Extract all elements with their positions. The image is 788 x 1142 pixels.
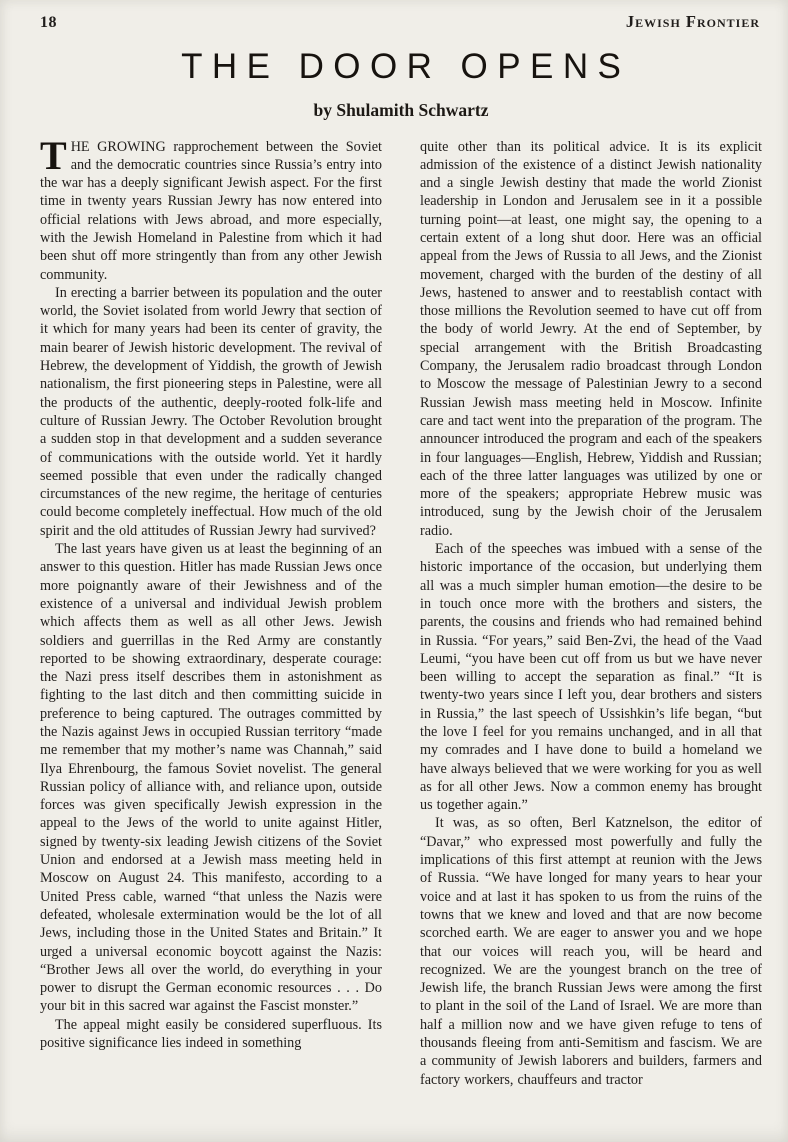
continuation-paragraph: quite other than its political advice. It is its explicit admission of the existence of a distinct Jewish nationality and a single Jewish destiny that made the world Zionist leadership in London and Jerusalem see in it a possible turning point—at least, one might say, the opening to a certain extent of a long shut door. Here was an official appeal from the Jews of Russia to all Jews, and the Zionist movement, charged with the burden of the destiny of all Jews, hastened to answer and to reestablish contact with those millions the Revolution seemed to have cut off from the body of world Jewry. At the end of September, by special arrangement with the British Broadcasting Company, the Jerusalem radio broadcast through London to Moscow the message of Palestinian Jewry to a second Russian Jewish mass meeting held in Moscow. Infinite care and tact went into the preparation of the program. The announcer introduced the program and each of the speakers in four languages—English, Hebrew, Yiddish and Russian; each of the three latter languages was utilized by one or more of the speakers; appropriate Hebrew music was introduced, sung by the Jewish choir of the Jerusalem radio. xyxy=(420,138,762,539)
paragraph: In erecting a barrier between its population and the outer world, the Soviet isolated from world Jewry that section of it which for many years had been its center of gravity, the main bearer of Jewish historic development. The revival of Hebrew, the development of Yiddish, the growth of Jewish nationalism, the first pioneering steps in Palestine, were all the products of the authentic, deeply-rooted folk-life and culture of Russian Jewry. The October Revolution brought a sudden stop in that development and a sudden severance of communications with the outside world. Yet it hardly seemed possible that even under the radically changed circumstances of the new regime, the heritage of centuries could become completely ineffectual. How much of the old spirit and the old attitudes of Russian Jewry had survived? xyxy=(40,284,382,539)
paragraph: The appeal might easily be considered superfluous. Its positive significance lies indeed in something xyxy=(40,1016,382,1052)
paragraph: Each of the speeches was imbued with a sense of the historic importance of the occasion, but underlying them all was a much simpler human emotion—the desire to be in touch once more with the brothers and sisters, the parents, the cousins and friends who had remained behind in Russia. “For years,” said Ben-Zvi, the head of the Vaad Leumi, “you have been cut off from us but we have never been willing to accept the separation as final.” “It is twenty-two years since I left you, dear brothers and sisters in Russia,” the last speech of Ussishkin’s life began, “but the love I feel for you remains unchanged, and in all that my comrades and I have done to build a homeland we have always believed that we were working for you as well as for all other Jews. Now a common enemy has brought us together again.” xyxy=(420,541,762,814)
lead-paragraph-text: HE GROWING rapprochement between the Soviet and the democratic countries since Russia’s entry into the war has a deeply significant Jewish aspect. For the first time in twenty years Russian Jewry has now entered into official relations with Jews abroad, and more especially, with the Jewish Homeland in Palestine from which it had been shut off more stringently than from any other Jewish community. xyxy=(40,138,382,283)
paragraph: It was, as so often, Berl Katznelson, the editor of “Davar,” who expressed most powerfully and fully the implications of this first attempt at reunion with the Jews of Russia. “We have longed for many years to hear your voice and at last it has spoken to us from the ruins of the towns that we knew and loved and that are now become scorched earth. We are eager to answer you and we hope that our voices will reach you, will be heard and recognized. We are the youngest branch on the tree of Jewish life, the branch Russian Jews were among the first to plant in the soil of the Land of Israel. We are more than half a million now and we have given refuge to tens of thousands fleeing from anti-Semitism and fascism. We are a community of Jewish laborers and builders, farmers and factory workers, chauffeurs and tractor xyxy=(420,815,762,1088)
paragraph: The last years have given us at least the beginning of an answer to this question. Hitler has made Russian Jews once more poignantly aware of their Jewishness and of the existence of a universal and individual Jewish problem which affects them as well as all other Jews. Jewish soldiers and guerrillas in the Red Army are constantly reported to be showing extraordinary, desperate courage: the Nazi press itself describes them in astonishment as fighting to the last ditch and then committing suicide in preference to being captured. The outrages committed by the Nazis against Jews in occupied Russian territory “made me remember that my mother’s name was Channah,” said Ilya Ehrenbourg, the famous Soviet novelist. The general Russian policy of alliance with, and reliance upon, outside forces was given specifically Jewish expression in the appeal to the Jews of the world to unite against Hitler, signed by twenty-six leading Jewish citizens of the Soviet Union and endorsed at a Jewish mass meeting held in Moscow on August 24. This manifesto, according to a United Press cable, warned “that unless the Nazis were defeated, wholesale extermination would be the lot of all Jews, including those in the United States and Britain.” It urged a universal economic boycott against the Nazis: “Brother Jews all over the world, do everything in your power to disrupt the German economic resources . . . Do your bit in this sacred war against the Fascist monster.” xyxy=(40,541,382,1015)
drop-cap: T xyxy=(40,132,67,178)
article-title: THE DOOR OPENS xyxy=(181,47,631,86)
article-body xyxy=(40,132,762,1089)
byline: by Shulamith Schwartz xyxy=(313,99,489,120)
lead-paragraph xyxy=(40,132,382,284)
right-column xyxy=(420,138,762,1089)
left-column xyxy=(40,132,382,1089)
running-head xyxy=(40,12,762,32)
page-number: 18 xyxy=(40,14,57,31)
journal-name: Jewish Frontier xyxy=(625,12,760,31)
